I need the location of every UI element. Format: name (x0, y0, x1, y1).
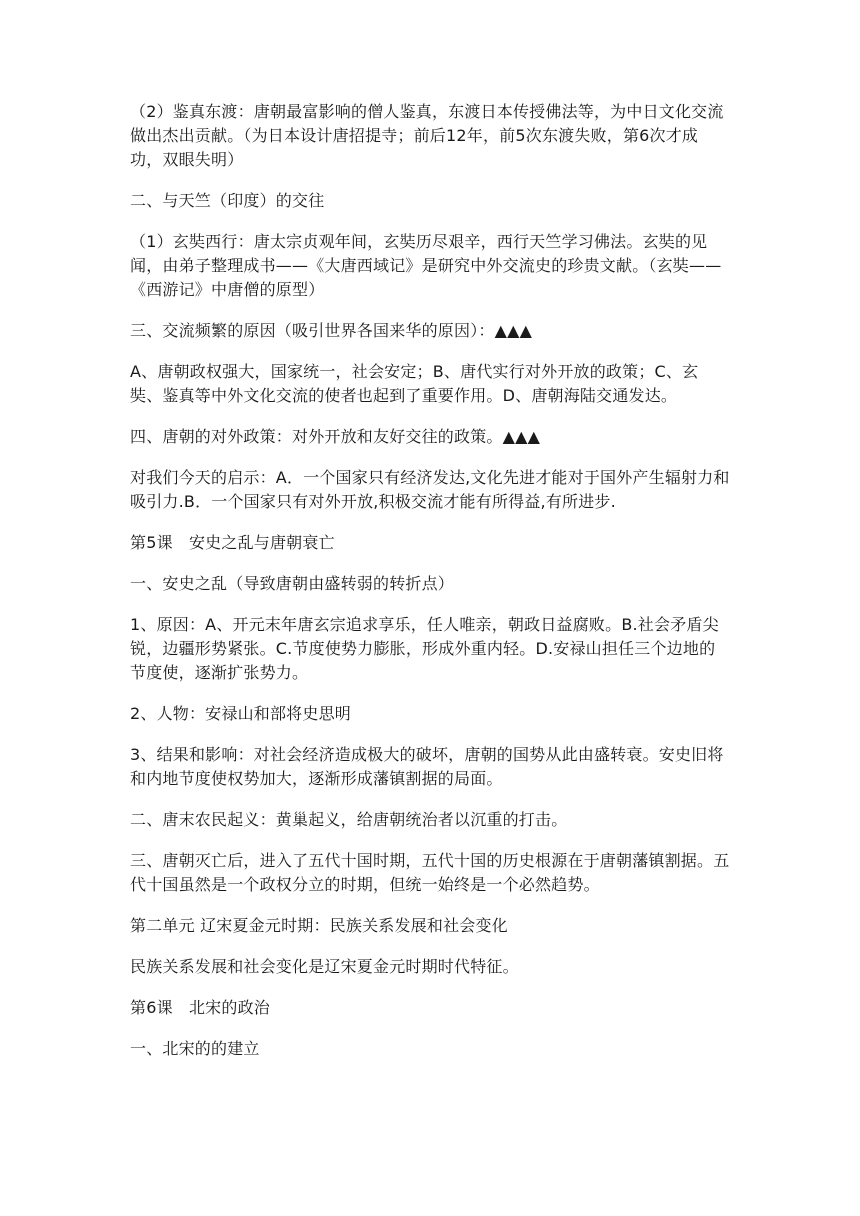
heading-peasant-uprising: 二、唐末农民起义：黄巢起义，给唐朝统治者以沉重的打击。 (130, 810, 568, 829)
paragraph-unit-feature: 民族关系发展和社会变化是辽宋夏金元时期时代特征。 (130, 957, 519, 976)
heading-reasons: 三、交流频繁的原因（吸引世界各国来华的原因）：▲▲▲ (130, 321, 533, 340)
paragraph-jianzhen: （2）鉴真东渡：唐朝最富影响的僧人鉴真，东渡日本传授佛法等，为中日文化交流做出杰出贡献。（为日本设计唐招提寺；前后12年，前5次东渡失败，第6次才成功，双眼失明） (130, 102, 724, 169)
unit-2-title: 第二单元 辽宋夏金元时期：民族关系发展和社会变化 (130, 916, 508, 935)
paragraph-figures: 2、人物：安禄山和部将史思明 (130, 704, 351, 723)
paragraph-lessons: 对我们今天的启示：A．一个国家只有经济发达,文化先进才能对于国外产生辐射力和吸引力.B．一个国家只有对外开放,积极交流才能有所得益,有所进步. (130, 468, 730, 511)
heading-foreign-policy: 四、唐朝的对外政策：对外开放和友好交往的政策。▲▲▲ (130, 427, 541, 446)
paragraph-results: 3、结果和影响：对社会经济造成极大的破坏，唐朝的国势从此由盛转衰。安史旧将和内地节度使权势加大，逐渐形成藩镇割据的局面。 (130, 745, 724, 788)
lesson-6-title: 第6课 北宋的政治 (130, 998, 270, 1017)
document-body (130, 100, 730, 1078)
paragraph-reasons: A、唐朝政权强大，国家统一，社会安定；B、唐代实行对外开放的政策；C、玄奘、鉴真等中外文化交流的使者也起到了重要作用。D、唐朝海陆交通发达。 (130, 362, 699, 405)
heading-anshi-rebellion: 一、安史之乱（导致唐朝由盛转弱的转折点） (130, 574, 455, 593)
lesson-5-title: 第5课 安史之乱与唐朝衰亡 (130, 533, 335, 552)
paragraph-five-dynasties: 三、唐朝灭亡后，进入了五代十国时期，五代十国的历史根源在于唐朝藩镇割据。五代十国虽然是一个政权分立的时期，但统一始终是一个必然趋势。 (130, 851, 730, 894)
paragraph-xuanzang: （1）玄奘西行：唐太宗贞观年间，玄奘历尽艰辛，西行天竺学习佛法。玄奘的见闻，由弟子整理成书——《大唐西域记》是研究中外交流史的珍贵文献。（玄奘——《西游记》中唐僧的原型） (130, 232, 722, 299)
heading-northern-song-founding: 一、北宋的的建立 (130, 1039, 260, 1058)
heading-tianzhu: 二、与天竺（印度）的交往 (130, 191, 325, 210)
paragraph-causes: 1、原因：A、开元末年唐玄宗追求享乐，任人唯亲，朝政日益腐败。B.社会矛盾尖锐，边疆形势紧张。C.节度使势力膨胀，形成外重内轻。D.安禄山担任三个边地的节度使，逐渐扩张势力。 (130, 615, 719, 682)
